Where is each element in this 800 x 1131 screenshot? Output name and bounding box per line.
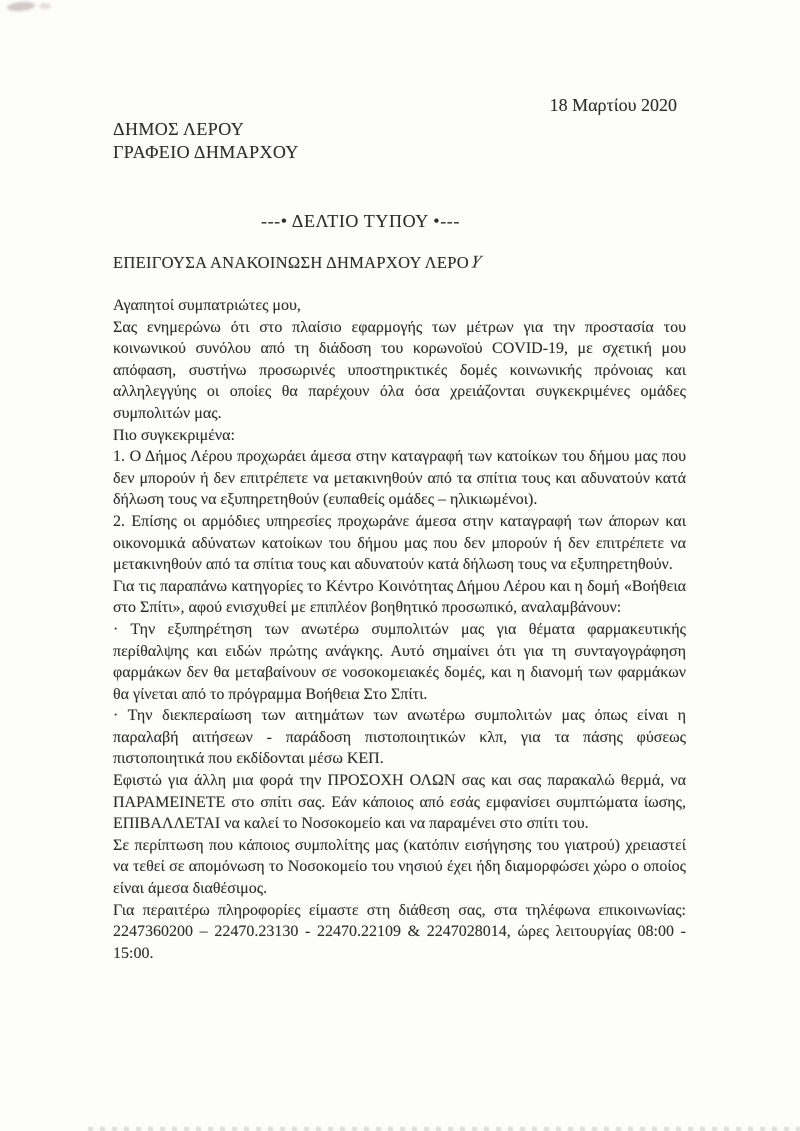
body-paragraph: Αγαπητοί συμπατριώτες μου, (113, 297, 301, 314)
body-paragraph: · Την εξυπηρέτηση των ανωτέρω συμπολιτών μας για θέματα φαρμακευτικής περίθαλψης και ειδών πρώτης ανάγκης. Αυτό σημαίνει ότι για τη συνταγογράφηση φαρμάκων δεν θα μεταβαίνουν σε νοσοκομειακές δομές, και η διανομή των φαρμάκων θα γίνεται από το πρόγραμμα Βοήθεια Στο Σπίτι. (113, 620, 686, 703)
sender-line-mayors-office: ΓΡΑΦΕΙΟ ΔΗΜΑΡΧΟΥ (113, 142, 299, 162)
press-release-title: ---• ΔΕΛΤΙΟ ΤΥΠΟΥ •--- (260, 211, 460, 231)
sender-line-municipality: ΔΗΜΟΣ ΛΕΡΟΥ (113, 119, 245, 139)
body-paragraph: Σας ενημερώνω ότι στο πλαίσιο εφαρμογής των μέτρων για την προστασία του κοινωνικού συνόλου από τη διάδοση του κορωνοϊού COVID-19, με σχετική μου απόφαση, συστήνω προσωρινές υποστηρικτικές δομές κοινωνικής πρόνοιας και αλληλεγγύης οι οποίες θα παρέχουν όλα όσα χρειάζονται συγκεκριμένες ομάδες συμπολιτών μας. (113, 318, 686, 422)
subject-text: ΕΠΕΙΓΟΥΣΑ ΑΝΑΚΟΙΝΩΣΗ ΔΗΜΑΡΧΟΥ ΛΕΡΟ (113, 253, 469, 272)
scan-bottom-edge-artifact (88, 1127, 800, 1131)
body-paragraph: Πιο συγκεκριμένα: (113, 426, 235, 444)
body-paragraph: Σε περίπτωση που κάποιος συμπολίτης μας (κατόπιν εισήγησης του γιατρού) χρειαστεί να τεθεί σε απομόνωση το Νοσοκομείο του νησιού έχει ήδη διαμορφώσει χώρο ο οποίος είναι άμεσα διαθέσιμος. (113, 836, 686, 898)
scan-smudge-artifact-small (39, 3, 51, 9)
subject-line (113, 253, 686, 273)
document-date: 18 Μαρτίου 2020 (549, 95, 677, 115)
body-paragraph: 1. Ο Δήμος Λέρου προχωράει άμεσα στην καταγραφή των κατοίκων του δήμου μας που δεν μπορούν ή δεν επιτρέπετε να μετακινηθούν από τα σπίτια τους και αδυνατούν κατά δήλωση τους να εξυπηρετηθούν (ευπαθείς ομάδες – ηλικιωμένοι). (113, 448, 686, 509)
body-paragraph: Για τις παραπάνω κατηγορίες το Κέντρο Κοινότητας Δήμου Λέρου και η δομή «Βοήθεια στο Σπίτι», αφού ενισχυθεί με επιπλέον βοηθητικό προσωπικό, αναλαμβάνουν: (113, 577, 686, 617)
body-paragraph: 2. Επίσης οι αρμόδιες υπηρεσίες προχωράνε άμεσα στην καταγραφή των άπορων και οικονομικά αδύνατων κατοίκων του δήμου μας που δεν μπορούν ή δεν επιτρέπετε να μετακινηθούν από τα σπίτια τους και αδυνατούν κατά δήλωση τους να εξυπηρετηθούν. (113, 512, 686, 574)
body-paragraph: Για περαιτέρω πληροφορίες είμαστε στη διάθεση σας, στα τηλέφωνα επικοινωνίας: 2247360200 – 22470.23130 - 22470.22109 & 2247028014, ώρες λειτουργίας 08:00 - 15:00. (113, 901, 686, 962)
body-paragraph: · Την διεκπεραίωση των αιτημάτων των ανωτέρω συμπολιτών μας όπως είναι η παραλαβή αιτήσεων - παράδοση πιστοποιητικών κλπ, για τα πάσης φύσεως πιστοποιητικά που εκδίδονται μέσω ΚΕΠ. (113, 707, 686, 768)
document-content (113, 0, 686, 964)
subject-handwritten-letter: Υ (468, 251, 484, 272)
sender-block (113, 118, 686, 164)
scan-smudge-artifact (7, 1, 36, 12)
body-paragraph: Εφιστώ για άλλη μια φορά την ΠΡΟΣΟΧΗ ΟΛΩΝ σας και σας παρακαλώ θερμά, να ΠΑΡΑΜΕΙΝΕΤΕ στο σπίτι σας. Εάν κάποιος από εσάς εμφανίσει συμπτώματα ίωσης, ΕΠΙΒΑΛΛΕΤΑΙ να καλεί το Νοσοκομείο και να παραμένει στο σπίτι του. (113, 772, 686, 833)
document-body (113, 295, 686, 964)
